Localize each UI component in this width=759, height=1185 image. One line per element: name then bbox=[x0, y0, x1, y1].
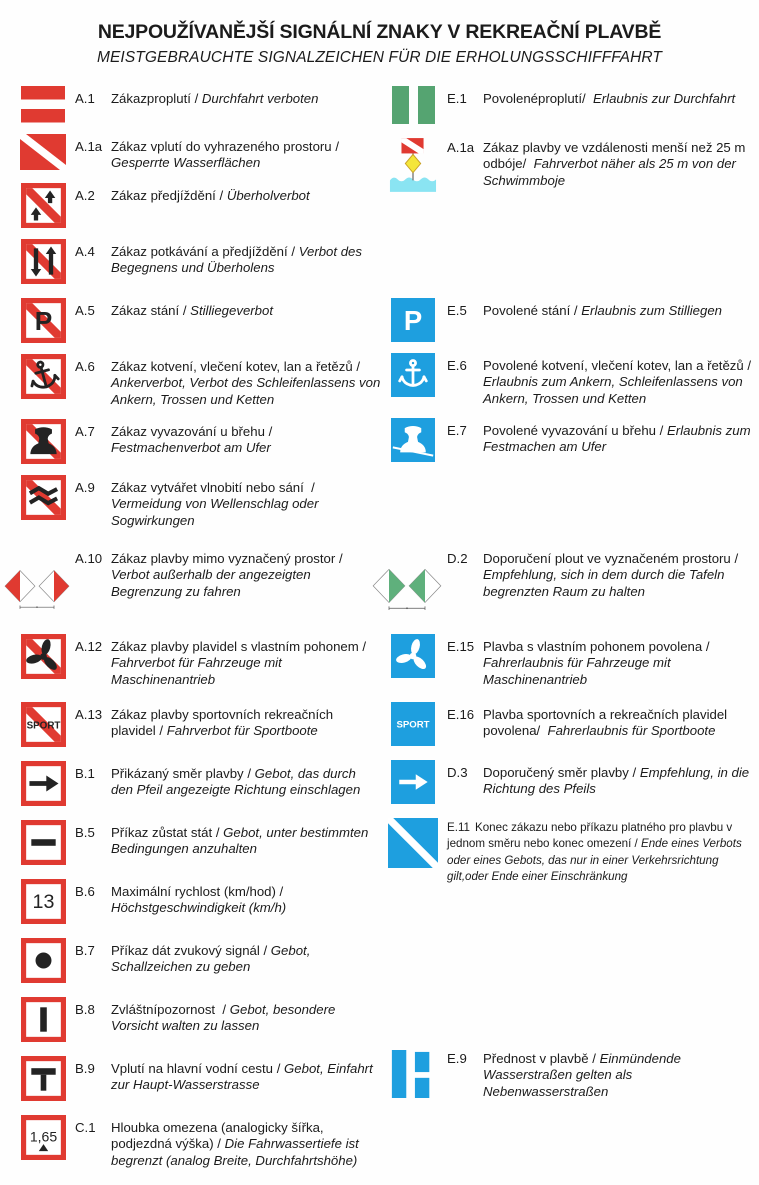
separator: / bbox=[536, 723, 548, 739]
german-text: Höchstgeschwindigkeit (km/h) bbox=[111, 900, 287, 916]
separator: / bbox=[730, 551, 742, 566]
sign-code: E.9 bbox=[447, 1051, 467, 1066]
sign-code: E.15 bbox=[447, 639, 475, 654]
svg-text:1,65: 1,65 bbox=[29, 1128, 57, 1145]
end-of-restriction-icon bbox=[383, 818, 443, 885]
sign-row-a5 bbox=[15, 298, 381, 343]
section-prohibition-signs-1 bbox=[15, 86, 381, 295]
sign-row-a1a bbox=[383, 135, 755, 192]
czech-text: Zákaz plavby mimo vyznačený prostor bbox=[111, 551, 336, 566]
sign-description bbox=[483, 135, 755, 192]
sign-description bbox=[483, 760, 755, 804]
sign-description bbox=[447, 818, 755, 885]
sign-description bbox=[483, 702, 755, 746]
separator: / bbox=[155, 723, 167, 739]
sign-row-b8 bbox=[15, 997, 381, 1042]
sign-code: D.2 bbox=[447, 551, 468, 566]
stop-bar-icon bbox=[15, 820, 71, 865]
sign-code: A.1a bbox=[447, 140, 475, 155]
sign-row-a7 bbox=[15, 419, 381, 464]
sign-description bbox=[111, 86, 381, 123]
sign-code: E.11 bbox=[447, 821, 470, 835]
depth-limited-icon bbox=[15, 1115, 71, 1169]
separator: / bbox=[259, 943, 271, 959]
czech-text: Povolené vyvazování u břehu bbox=[483, 423, 657, 439]
german-text: Überholverbot bbox=[226, 187, 310, 203]
separator: / bbox=[179, 303, 191, 318]
separator: / bbox=[264, 424, 276, 440]
sign-description bbox=[111, 354, 384, 408]
mandatory-direction-icon bbox=[15, 761, 71, 806]
czech-text: Přednost v plavbě bbox=[483, 1051, 589, 1066]
section-permission-signs-2 bbox=[383, 298, 755, 473]
mooring-permitted-icon bbox=[383, 418, 443, 462]
no-motor-vessels-icon bbox=[15, 634, 71, 688]
sign-row-e7 bbox=[383, 418, 755, 462]
sign-description bbox=[111, 419, 381, 464]
german-text: Verbot des Begegnens und Überholens bbox=[111, 243, 366, 276]
sign-description bbox=[111, 879, 381, 924]
separator: / bbox=[522, 156, 534, 172]
sign-code: E.6 bbox=[447, 358, 467, 373]
right-column bbox=[383, 0, 755, 1185]
sign-description bbox=[111, 634, 381, 688]
sign-row-e15 bbox=[383, 634, 755, 688]
no-wash-icon bbox=[15, 475, 71, 529]
separator: / bbox=[287, 243, 299, 259]
separator: / bbox=[190, 91, 202, 106]
czech-text: Zákaz plavby ve vzdálenosti menší než 25 m odbóje bbox=[483, 140, 750, 172]
czech-text: Zákaz kotvení, vlečení kotev, lan a řetězů bbox=[111, 359, 353, 374]
czech-text: Plavba sportovních a rekreačních plavidel povolena bbox=[483, 707, 731, 739]
section-recommendation-signs bbox=[383, 546, 755, 899]
german-text: Empfehlung, sich in dem durch die Tafeln begrenzten Raum zu halten bbox=[483, 567, 729, 599]
svg-text:13: 13 bbox=[32, 891, 54, 914]
sign-code: E.5 bbox=[447, 303, 467, 318]
sign-code: A.10 bbox=[75, 551, 103, 566]
czech-text: Příkaz dát zvukový signál bbox=[111, 943, 260, 959]
sign-description bbox=[483, 86, 755, 124]
german-text: Gebot, das durch den Pfeil angezeigte Richtung einschlagen bbox=[111, 766, 361, 798]
section-permission-signs-1 bbox=[383, 86, 755, 203]
sign-row-a13 bbox=[15, 702, 381, 747]
closed-area-diagonal-icon bbox=[15, 134, 71, 172]
sign-row-e16 bbox=[383, 702, 755, 746]
sign-description bbox=[111, 761, 381, 806]
sign-description bbox=[111, 1056, 381, 1101]
svg-text:P: P bbox=[34, 305, 52, 336]
no-passage-bars-icon bbox=[15, 86, 71, 123]
separator: / bbox=[631, 837, 641, 851]
czech-text: Konec zákazu nebo příkazu platného pro plavbu v jednom směru nebo konec omezení bbox=[447, 821, 736, 851]
sign-code: A.6 bbox=[75, 359, 95, 374]
german-text: Fahrerlaubnis für Sportboote bbox=[547, 723, 716, 739]
czech-text: Zákaz vytvářet vlnobití nebo sání bbox=[111, 480, 304, 496]
german-text: Gebot, Schallzeichen zu geben bbox=[111, 943, 315, 975]
boundary-diamonds-green-icon bbox=[383, 546, 443, 620]
sign-row-e11 bbox=[383, 818, 755, 885]
separator: / bbox=[743, 358, 755, 373]
page-subtitle: MEISTGEBRAUCHTE SIGNALZEICHEN FÜR DIE ERHOLUNGSSCHIFFFAHRT bbox=[96, 49, 662, 66]
sign-code: A.5 bbox=[75, 303, 95, 318]
waterway-priority-icon bbox=[383, 1046, 443, 1100]
czech-text: Zákaz stání bbox=[111, 303, 180, 318]
czech-text: Zákaz vyvazování u břehu bbox=[111, 424, 265, 440]
czech-text: Zákaz vplutí do vyhrazeného prostoru bbox=[111, 139, 332, 154]
german-text: Erlaubnis zum Festmachen am Ufer bbox=[483, 423, 755, 455]
separator: / bbox=[656, 423, 668, 439]
czech-text: Zákaz plavby sportovních rekreačních plavidel bbox=[111, 707, 337, 739]
czech-text: Vplutí na hlavní vodní cestu bbox=[111, 1061, 274, 1077]
sign-row-c1 bbox=[15, 1115, 381, 1169]
czech-text: Doporučený směr plavby bbox=[483, 765, 629, 781]
boundary-diamonds-red-icon bbox=[15, 546, 71, 620]
speed-limit-icon bbox=[15, 879, 71, 924]
german-text: Durchfahrt verboten bbox=[201, 91, 319, 106]
sign-description bbox=[111, 134, 381, 172]
sign-description bbox=[483, 634, 755, 688]
separator: / bbox=[702, 639, 714, 654]
sign-row-a10 bbox=[15, 546, 381, 620]
no-meeting-overtaking-icon bbox=[15, 239, 71, 284]
sign-code: A.4 bbox=[75, 243, 95, 259]
swim-buoy-icon bbox=[383, 135, 443, 192]
sign-description bbox=[483, 353, 755, 407]
recommended-direction-icon bbox=[383, 760, 443, 804]
no-mooring-icon bbox=[15, 419, 71, 464]
sign-code: A.7 bbox=[75, 424, 95, 440]
sign-row-b9 bbox=[15, 1056, 381, 1101]
german-text: Verbot außerhalb der angezeigten Begrenzung zu fahren bbox=[111, 567, 315, 599]
main-waterway-icon bbox=[15, 1056, 71, 1101]
czech-text: Plavba s vlastním pohonem povolena bbox=[483, 639, 703, 654]
sign-row-e5 bbox=[383, 298, 755, 342]
section-prohibition-signs-2 bbox=[15, 298, 384, 540]
no-overtaking-icon bbox=[15, 183, 71, 228]
sign-code: A.13 bbox=[75, 707, 103, 723]
motor-vessels-permitted-icon bbox=[383, 634, 443, 688]
separator: / bbox=[215, 187, 227, 203]
sign-description bbox=[111, 475, 381, 529]
sign-code: A.2 bbox=[75, 187, 95, 203]
german-text: Empfehlung, in die Richtung des Pfeils bbox=[483, 765, 753, 797]
sign-row-e9 bbox=[383, 1046, 755, 1100]
sign-row-a4 bbox=[15, 239, 381, 284]
sign-code: A.1a bbox=[75, 139, 103, 154]
separator: / bbox=[273, 1061, 285, 1077]
svg-text:P: P bbox=[403, 305, 423, 337]
no-anchoring-icon bbox=[15, 354, 71, 408]
german-text: Fahrverbot näher als 25 m von der Schwimmboje bbox=[483, 156, 740, 188]
sign-row-e6 bbox=[383, 353, 755, 407]
left-column bbox=[15, 0, 384, 1185]
german-text: Fahrerlaubnis für Fahrzeuge mit Maschinenantrieb bbox=[483, 655, 675, 687]
sport-craft-permitted-icon bbox=[383, 702, 443, 746]
sign-row-b7 bbox=[15, 938, 381, 983]
separator: / bbox=[303, 480, 319, 496]
german-text: Vermeidung von Wellenschlag oder Sogwirkungen bbox=[111, 496, 323, 528]
czech-text: Zvláštnípozornost bbox=[111, 1002, 216, 1018]
german-text: Die Fahrwassertiefe ist begrenzt (analog Breite, Durchfahrtshöhe) bbox=[111, 1136, 363, 1168]
sign-code: A.1 bbox=[75, 91, 95, 106]
sign-description bbox=[111, 997, 381, 1042]
german-text: Fahrverbot für Sportboote bbox=[166, 723, 318, 739]
separator: / bbox=[215, 1002, 230, 1018]
german-text: Stilliegeverbot bbox=[190, 303, 274, 318]
german-text: Gesperrte Wasserflächen bbox=[111, 155, 261, 171]
czech-text: Maximální rychlost (km/hod) bbox=[111, 884, 276, 900]
sign-code: A.9 bbox=[75, 480, 95, 496]
sign-description bbox=[111, 820, 381, 865]
no-sport-craft-icon bbox=[15, 702, 71, 747]
sound-signal-icon bbox=[15, 938, 71, 983]
sign-code: E.16 bbox=[447, 707, 475, 723]
sign-description bbox=[111, 183, 381, 228]
sign-row-a1 bbox=[15, 86, 381, 123]
czech-text: Povolené stání bbox=[483, 303, 571, 318]
separator: / bbox=[358, 639, 370, 654]
separator: / bbox=[628, 765, 640, 781]
czech-text: Povolené kotvení, vlečení kotev, lan a řetězů bbox=[483, 358, 744, 373]
sign-code: B.7 bbox=[75, 943, 95, 959]
sign-description bbox=[111, 702, 381, 747]
separator: / bbox=[243, 766, 255, 782]
german-text: Gebot, Einfahrt zur Haupt-Wasserstrasse bbox=[111, 1061, 377, 1093]
czech-text: Doporučení plout ve vyznačeném prostoru bbox=[483, 551, 731, 566]
czech-text: Zákaz plavby plavidel s vlastním pohonem bbox=[111, 639, 359, 654]
czech-text: Příkaz zůstat stát bbox=[111, 825, 213, 841]
sign-description bbox=[483, 546, 755, 620]
sign-description bbox=[483, 1046, 755, 1100]
sign-description bbox=[111, 239, 381, 284]
sign-row-a12 bbox=[15, 634, 381, 688]
sign-code: E.7 bbox=[447, 423, 467, 439]
sign-description bbox=[111, 1115, 381, 1169]
svg-text:SPORT: SPORT bbox=[26, 720, 60, 732]
german-text: Fahrverbot für Fahrzeuge mit Maschinenantrieb bbox=[111, 655, 286, 687]
berthing-permitted-icon bbox=[383, 298, 443, 342]
anchoring-permitted-icon bbox=[383, 353, 443, 407]
sign-row-e1 bbox=[383, 86, 755, 124]
separator: / bbox=[331, 139, 343, 154]
czech-text: Přikázaný směr plavby bbox=[111, 766, 244, 782]
czech-text: Hloubka omezena (analogicky šířka, podjezdná výška) bbox=[111, 1120, 328, 1152]
sign-row-a1a bbox=[15, 134, 381, 172]
german-text: Erlaubnis zur Durchfahrt bbox=[592, 91, 736, 106]
section-prohibition-mandatory-signs bbox=[15, 546, 381, 1183]
czech-text: Zákaz potkávání a předjíždění bbox=[111, 243, 288, 259]
sign-code: B.5 bbox=[75, 825, 95, 841]
special-attention-icon bbox=[15, 997, 71, 1042]
section-priority-signs bbox=[383, 1046, 755, 1111]
german-text: Einmündende Wasserstraßen gelten als Nebenwasserstraßen bbox=[483, 1051, 685, 1099]
sign-row-a2 bbox=[15, 183, 381, 228]
separator: / bbox=[570, 303, 582, 318]
page-title: NEJPOUŽÍVANĚJŠÍ SIGNÁLNÍ ZNAKY V REKREAČNÍ PLAVBĚ bbox=[97, 21, 662, 43]
separator: / bbox=[275, 884, 287, 900]
sign-code: D.3 bbox=[447, 765, 468, 781]
sign-row-a9 bbox=[15, 475, 381, 529]
separator: / bbox=[352, 359, 364, 374]
german-text: Ende eines Verbots oder eines Gebots, das nur in einer Verkehrsrichtung gilt,oder Ende einer Einschränkung bbox=[447, 837, 745, 883]
german-text: Erlaubnis zum Ankern, Schleifenlassens von Ankern, Trossen und Ketten bbox=[483, 374, 746, 406]
sign-description bbox=[483, 298, 755, 342]
sign-code: A.12 bbox=[75, 639, 103, 654]
sign-description bbox=[483, 418, 755, 462]
passage-permitted-bars-icon bbox=[383, 86, 443, 124]
sign-code: B.1 bbox=[75, 766, 95, 782]
separator: / bbox=[212, 825, 224, 841]
german-text: Gebot, besondere Vorsicht walten zu lassen bbox=[111, 1002, 339, 1034]
separator: / bbox=[581, 91, 593, 106]
czech-text: Zákazproplutí bbox=[111, 91, 191, 106]
german-text: Erlaubnis zum Stilliegen bbox=[581, 303, 722, 318]
sign-code: E.1 bbox=[447, 91, 467, 106]
czech-text: Zákaz předjíždění bbox=[111, 187, 216, 203]
sign-code: C.1 bbox=[75, 1120, 96, 1136]
sign-description bbox=[111, 298, 381, 343]
german-text: Ankerverbot, Verbot des Schleifenlassens von Ankern, Trossen und Ketten bbox=[111, 375, 384, 407]
separator: / bbox=[588, 1051, 600, 1066]
svg-text:SPORT: SPORT bbox=[396, 719, 430, 731]
sign-description bbox=[111, 546, 381, 620]
sign-row-d3 bbox=[383, 760, 755, 804]
german-text: Gebot, unter bestimmten Bedingungen anzuhalten bbox=[111, 825, 372, 857]
separator: / bbox=[335, 551, 347, 566]
german-text: Festmachenverbot am Ufer bbox=[111, 440, 271, 456]
sign-code: B.8 bbox=[75, 1002, 95, 1018]
czech-text: Povolenéproplutí bbox=[483, 91, 582, 106]
no-berthing-icon bbox=[15, 298, 71, 343]
sign-row-b5 bbox=[15, 820, 381, 865]
sign-row-b6 bbox=[15, 879, 381, 924]
sign-row-d2 bbox=[383, 546, 755, 620]
sign-code: B.9 bbox=[75, 1061, 95, 1077]
separator: / bbox=[213, 1136, 225, 1152]
sign-row-a6 bbox=[15, 354, 384, 408]
sign-description bbox=[111, 938, 381, 983]
sign-code: B.6 bbox=[75, 884, 95, 900]
sign-row-b1 bbox=[15, 761, 381, 806]
